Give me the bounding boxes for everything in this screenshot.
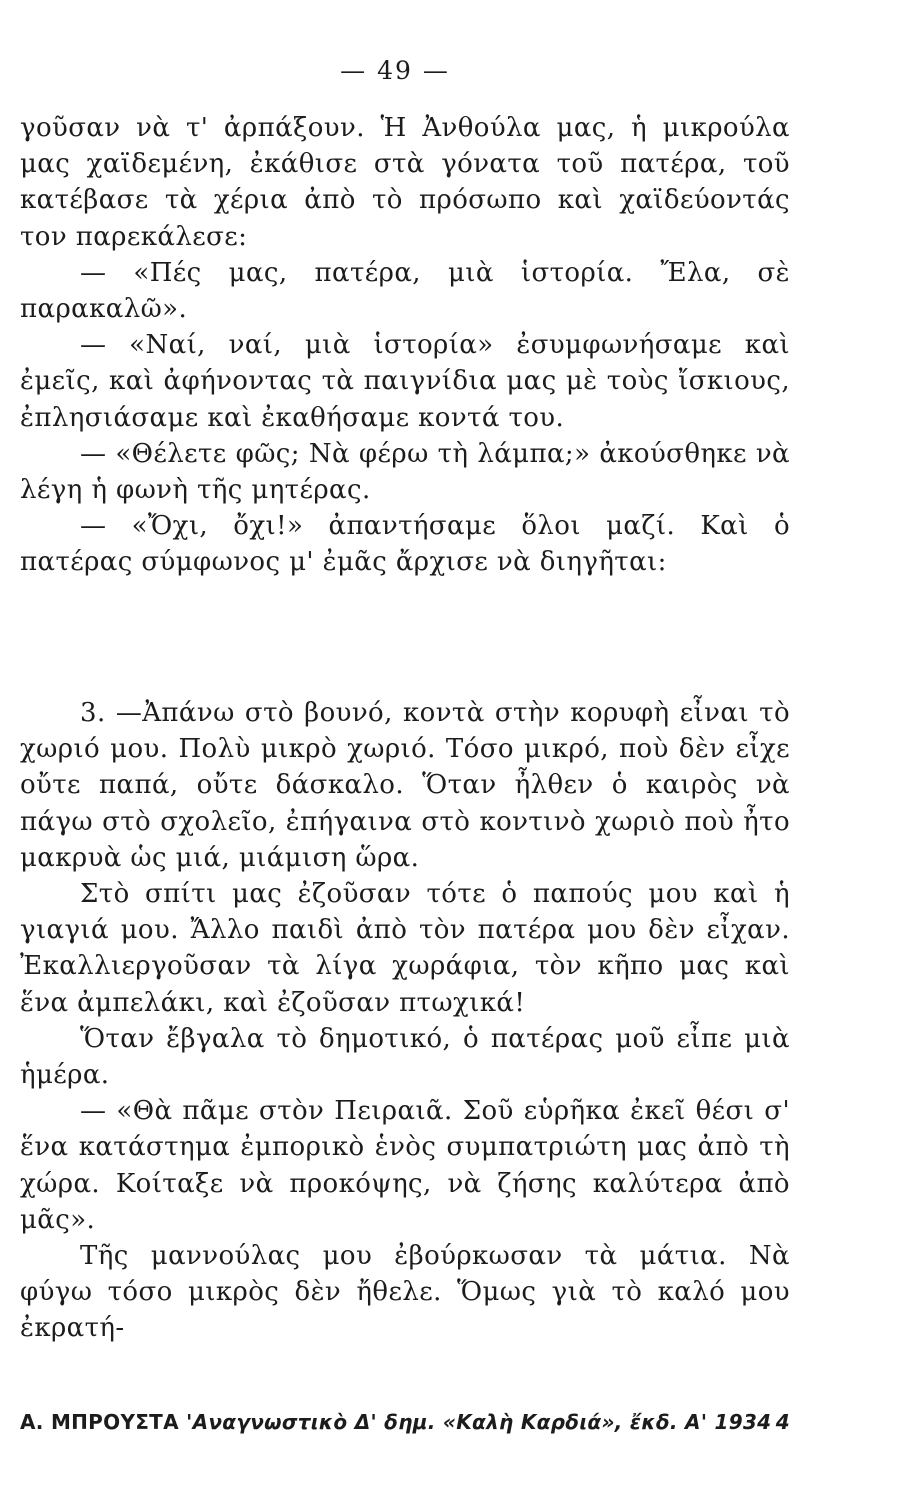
- footer-publisher: Α. ΜΠΡΟΥΣΤΑ: [20, 1410, 179, 1434]
- page-number: — 49 —: [340, 56, 450, 85]
- paragraph: Στὸ σπίτι μας ἐζοῦσαν τότε ὁ παπούς μου καὶ ἡ γιαγιά μου. Ἄλλο παιδὶ ἀπὸ τὸν πατέρα μου δὲν εἶχαν. Ἐκαλλιεργοῦσαν τὰ λίγα χωράφια, τὸν κῆπο μας καὶ ἕνα ἀμπελάκι, καὶ ἐζοῦσαν πτωχικά!: [20, 879, 790, 1018]
- paragraph: 3. —Ἀπάνω στὸ βουνό, κοντὰ στὴν κορυφὴ εἶναι τὸ χωριό μου. Πολὺ μικρὸ χωριό. Τόσο μικρό, ποὺ δὲν εἶχε οὔτε παπά, οὔτε δάσκαλο. Ὅταν ἦλθεν ὁ καιρὸς νὰ πάγω στὸ σχολεῖο, ἐπήγαινα στὸ κοντινὸ χωριὸ ποὺ ἦτο μακρυὰ ὡς μιά, μιάμιση ὥρα.: [20, 698, 790, 873]
- text-block-top: [20, 110, 790, 581]
- paragraph: γοῦσαν νὰ τ' ἀρπάξουν. Ἡ Ἀνθούλα μας, ἡ μικρούλα μας χαϊδεμένη, ἐκάθισε στὰ γόνατα τοῦ πατέρα, τοῦ κατέβασε τὰ χέρια ἀπὸ τὸ πρόσωπο καὶ χαϊδεύοντάς τον παρεκάλεσε:: [20, 113, 790, 252]
- footer-sheet-number: 4: [775, 1410, 790, 1434]
- paragraph: Ὅταν ἔβγαλα τὸ δημοτικό, ὁ πατέρας μοῦ εἶπε μιὰ ἡμέρα.: [20, 1023, 790, 1091]
- paragraph: — «Πές μας, πατέρα, μιὰ ἱστορία. Ἔλα, σὲ παρακαλῶ».: [20, 257, 790, 325]
- footer-book-title: 'Αναγνωστικὸ Δ' δημ. «Καλὴ Καρδιά», ἔκδ. Α' 1934: [186, 1410, 772, 1434]
- paragraph: — «Ὄχι, ὄχι!» ἀπαντήσαμε ὅλοι μαζί. Καὶ ὁ πατέρας σύμφωνος μ' ἐμᾶς ἄρχισε νὰ διηγῆται:: [20, 511, 790, 578]
- text-block-bottom: [20, 695, 790, 1347]
- printer-footer: [20, 1410, 790, 1434]
- paragraph: — «Ναί, ναί, μιὰ ἱστορία» ἐσυμφωνήσαμε καὶ ἐμεῖς, καὶ ἀφήνοντας τὰ παιγνίδια μας μὲ τοὺς ἴσκιους, ἐπλησιάσαμε καὶ ἐκαθήσαμε κοντά του.: [20, 330, 790, 433]
- paragraph: — «Θὰ πᾶμε στὸν Πειραιᾶ. Σοῦ εὑρῆκα ἐκεῖ θέσι σ' ἕνα κατάστημα ἐμπορικὸ ἑνὸς συμπατριώτη μας ἀπὸ τὴ χώρα. Κοίταξε νὰ προκόψης, νὰ ζήσης καλύτερα ἀπὸ μᾶς».: [20, 1096, 790, 1235]
- paragraph: — «Θέλετε φῶς; Νὰ φέρω τὴ λάμπα;» ἀκούσθηκε νὰ λέγη ἡ φωνὴ τῆς μητέρας.: [20, 438, 790, 506]
- paragraph: Τῆς μαννούλας μου ἐβούρκωσαν τὰ μάτια. Νὰ φύγω τόσο μικρὸς δὲν ἤθελε. Ὅμως γιὰ τὸ καλό μου ἐκρατή-: [20, 1241, 790, 1344]
- footer-credit: [20, 1410, 771, 1434]
